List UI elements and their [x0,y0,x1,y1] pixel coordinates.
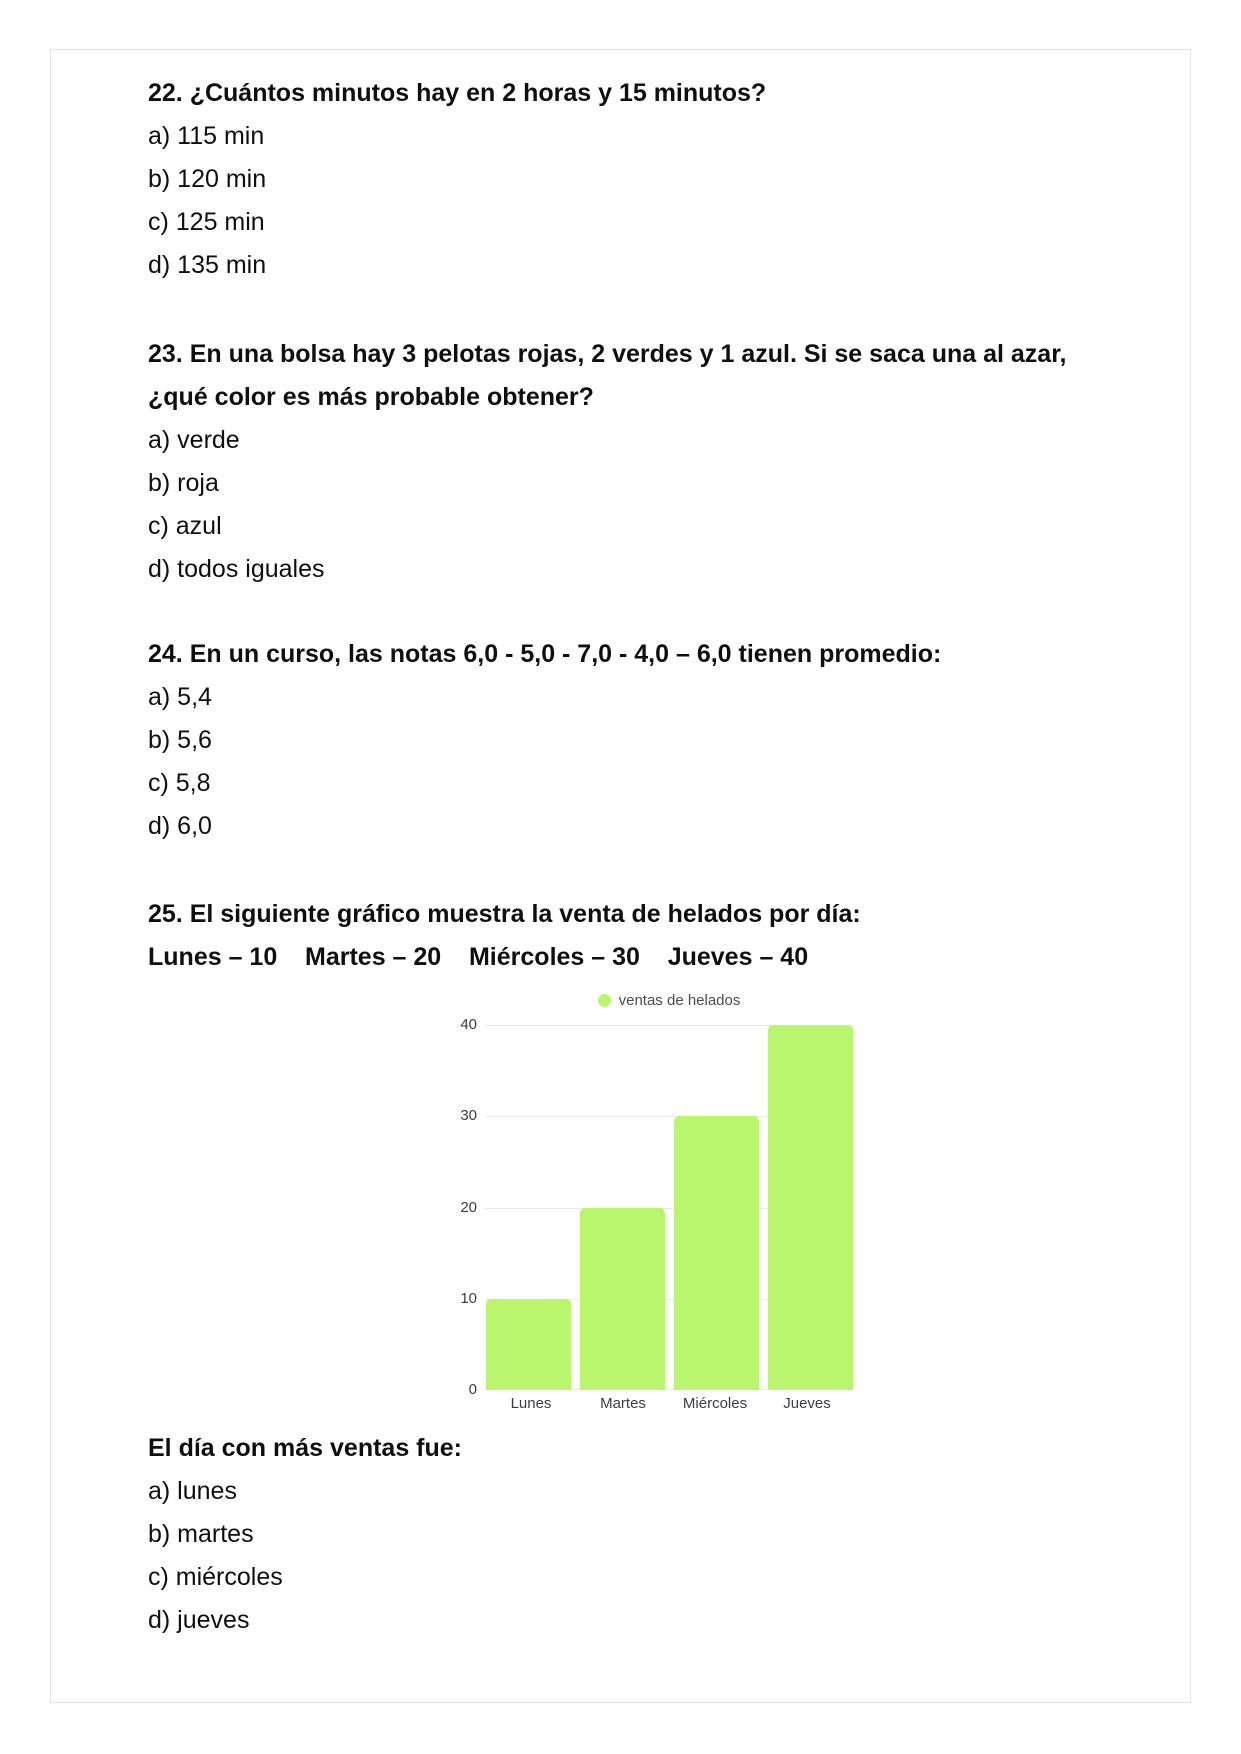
legend-label: ventas de helados [618,991,741,1009]
question-25-option-a: a) lunes [148,1477,237,1505]
question-25-option-c: c) miércoles [148,1563,283,1591]
bar-jueves [768,1025,853,1390]
question-25 [148,893,1108,1642]
question-24-title: 24. En un curso, las notas 6,0 - 5,0 - 7,0 - 4,0 – 6,0 tienen promedio: [148,640,942,668]
question-24-option-b: b) 5,6 [148,726,212,754]
x-axis-label-jueves: Jueves [783,1395,831,1412]
ice-cream-sales-bar-chart [437,987,867,1413]
y-tick-label-40: 40 [460,1016,477,1033]
bar-miércoles [674,1116,759,1390]
document-page [50,49,1191,1703]
x-axis-label-martes: Martes [600,1395,646,1412]
question-23-option-b: b) roja [148,469,219,497]
question-24-option-d: d) 6,0 [148,812,212,840]
question-25-option-b: b) martes [148,1520,254,1548]
x-axis-label-miércoles: Miércoles [682,1395,748,1412]
question-22 [148,72,1108,287]
question-23-option-c: c) azul [148,512,222,540]
question-25-option-d: d) jueves [148,1606,250,1634]
question-23-option-d: d) todos iguales [148,555,325,583]
chart-legend [485,987,853,1013]
question-25-followup: El día con más ventas fue: [148,1434,462,1462]
y-tick-label-30: 30 [460,1107,477,1125]
chart-plot-area [460,1016,853,1398]
question-24-option-c: c) 5,8 [148,769,211,797]
question-22-title: 22. ¿Cuántos minutos hay en 2 horas y 15 minutos? [148,79,767,107]
question-22-option-d: d) 135 min [148,251,267,279]
bar-martes [580,1208,665,1391]
y-tick-label-0: 0 [468,1381,477,1398]
y-tick-label-10: 10 [460,1289,477,1307]
question-24-option-a: a) 5,4 [148,683,212,711]
chart-x-axis-labels [485,1395,853,1413]
question-23-option-a: a) verde [148,426,240,454]
question-22-option-c: c) 125 min [148,208,265,236]
question-23-title: 23. En una bolsa hay 3 pelotas rojas, 2 verdes y 1 azul. Si se saca una al azar, ¿qué color es más probable obtener? [148,340,1067,411]
question-22-option-a: a) 115 min [148,122,265,150]
y-tick-label-20: 20 [460,1198,477,1216]
x-axis-label-lunes: Lunes [510,1395,552,1412]
bar-lunes [486,1299,571,1390]
legend-dot-icon [598,994,611,1007]
question-25-title: 25. El siguiente gráfico muestra la venta de helados por día: [148,900,861,928]
question-22-option-b: b) 120 min [148,165,267,193]
question-24 [148,633,1108,848]
question-25-data-line: Lunes – 10 Martes – 20 Miércoles – 30 Jueves – 40 [148,943,809,971]
question-23 [148,333,1108,591]
page-content [51,50,1108,1642]
